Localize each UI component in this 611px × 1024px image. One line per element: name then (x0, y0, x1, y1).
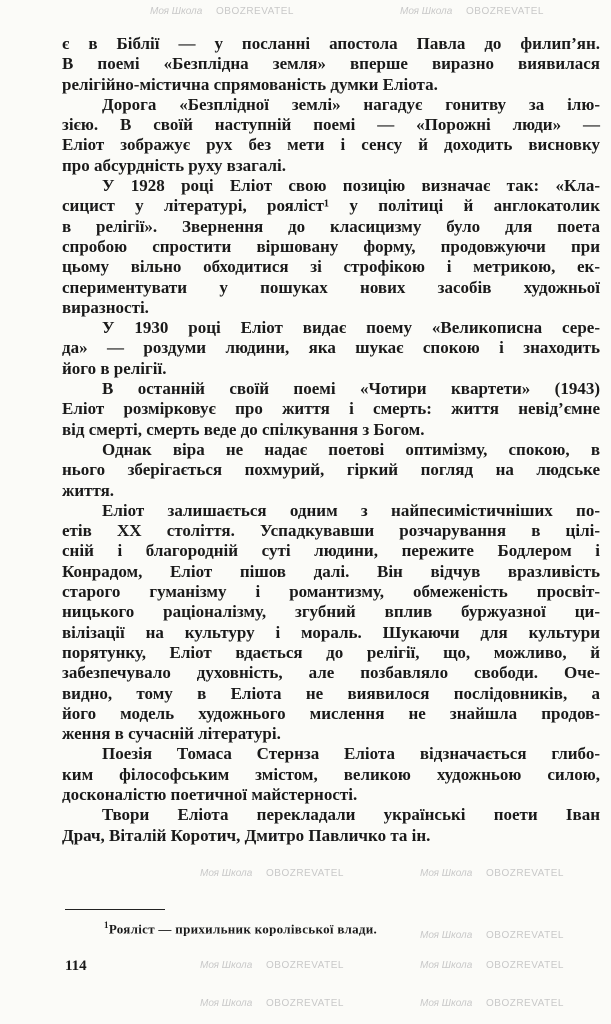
watermark-brand: OBOZREVATEL (486, 930, 564, 941)
text-line: Еліот розмірковує про життя і смерть: життя невід’ємне (62, 399, 600, 419)
text-line: його модель художнього мислення не знайшла продов- (62, 703, 600, 723)
text-line: В поемі «Безплідна земля» вперше виразно виявилася (62, 54, 600, 74)
text-line: виразності. (62, 297, 149, 317)
text-line: Драч, Віталій Коротич, Дмитро Павличко та ін. (62, 825, 431, 845)
footnote-mark: 1 (104, 920, 109, 930)
text-line: життя. (62, 480, 115, 500)
paragraph (62, 318, 600, 379)
text-line: зією. В своїй наступній поемі — «Порожні люди» — (62, 115, 600, 135)
watermark-school: Моя Школа (200, 998, 253, 1009)
page-number: 114 (65, 958, 87, 974)
text-line: цьому вільно обходитися зі строфікою і метрикою, ек- (62, 257, 600, 277)
watermark-school: Моя Школа (420, 960, 473, 971)
paragraph (62, 95, 600, 176)
text-line: да» — роздуми людини, яка шукає спокою і знаходить (62, 338, 600, 358)
text-line: Поезія Томаса Стернза Еліота відзначається глибо- (102, 744, 600, 764)
text-line: Дорога «Безплідної землі» нагадує гонитву за ілю- (102, 94, 600, 114)
text-line: в релігії». Звернення до класицизму було для поета (62, 216, 600, 236)
page-body (62, 34, 600, 846)
text-line: етів XX століття. Успадкувавши розчарування в цілі- (62, 521, 600, 541)
text-line: сицист у літературі, рояліст¹ у політиці й англокатолик (62, 196, 600, 216)
watermark-school: Моя Школа (200, 868, 253, 879)
watermark-school: Моя Школа (150, 6, 203, 17)
text-line: спериментувати у пошуках нових засобів художньої (62, 277, 600, 297)
paragraph (62, 440, 600, 501)
watermark-brand: OBOZREVATEL (486, 960, 564, 971)
text-line: старого гуманізму і романтизму, обмеженість просвіт- (62, 582, 600, 602)
watermark-brand: OBOZREVATEL (266, 960, 344, 971)
paragraph (62, 805, 600, 846)
watermark-school: Моя Школа (200, 960, 253, 971)
watermark-school: Моя Школа (420, 998, 473, 1009)
watermark-brand: OBOZREVATEL (486, 868, 564, 879)
paragraph (62, 744, 600, 805)
paragraph (62, 176, 600, 318)
watermark-brand: OBOZREVATEL (266, 998, 344, 1009)
text-line: ким філософським змістом, великою художньою силою, (62, 764, 600, 784)
watermark-school: Моя Школа (420, 930, 473, 941)
text-line: нього зберігається похмурий, гіркий погляд на людське (62, 460, 600, 480)
text-line: досконалістю поетичної майстерності. (62, 784, 358, 804)
watermark-school: Моя Школа (420, 868, 473, 879)
text-line: спробою спростити віршовану форму, продовжуючи при (62, 236, 600, 256)
footnote (104, 920, 377, 937)
watermark-school: Моя Школа (400, 6, 453, 17)
footnote-text: Рояліст — прихильник королівської влади. (108, 921, 378, 937)
text-line: Еліот зображує рух без мети і сенсу й доходить висновку (62, 135, 600, 155)
watermark-brand: OBOZREVATEL (266, 868, 344, 879)
text-line: видно, тому в Еліота не виявилося послідовників, а (62, 683, 600, 703)
text-line: У 1930 році Еліот видає поему «Великописна сере- (102, 318, 600, 338)
text-line: вілізації на культуру і мораль. Шукаючи для культури (62, 622, 600, 642)
watermark-brand: OBOZREVATEL (466, 6, 544, 17)
paragraph (62, 501, 600, 745)
watermark-brand: OBOZREVATEL (486, 998, 564, 1009)
text-line: ження в сучасній літературі. (62, 724, 281, 744)
text-line: є в Біблії — у посланні апостола Павла до филип’ян. (62, 34, 600, 53)
text-line: Однак віра не надає поетові оптимізму, спокою, в (102, 439, 600, 459)
paragraph (62, 34, 600, 95)
footnote-divider (65, 909, 165, 910)
text-line: Твори Еліота перекладали українські поети Іван (102, 805, 600, 825)
text-line: сній і благородній суті людини, пережите Бодлером і (62, 541, 600, 561)
text-line: релігійно-містична спрямованість думки Еліота. (62, 74, 438, 94)
text-line: про абсурдність руху взагалі. (62, 155, 287, 175)
paragraph (62, 379, 600, 440)
text-line: порятунку, Еліот вдається до релігії, що, можливо, й (62, 642, 600, 662)
text-line: від смерті, смерть веде до спілкування з Богом. (62, 419, 425, 439)
text-line: У 1928 році Еліот свою позицію визначає так: «Кла- (102, 176, 600, 196)
text-line: Конрадом, Еліот пішов далі. Він відчув вразливість (62, 561, 600, 581)
text-line: його в релігії. (62, 358, 167, 378)
watermark-brand: OBOZREVATEL (216, 6, 294, 17)
text-line: Еліот залишається одним з найпесимістичніших по- (102, 500, 600, 520)
text-line: В останній своїй поемі «Чотири квартети» (1943) (102, 379, 600, 399)
text-line: ницького раціоналізму, згубний вплив буржуазної ци- (62, 602, 600, 622)
text-line: забезпечувало духовність, але позбавляло свободи. Оче- (62, 663, 600, 683)
